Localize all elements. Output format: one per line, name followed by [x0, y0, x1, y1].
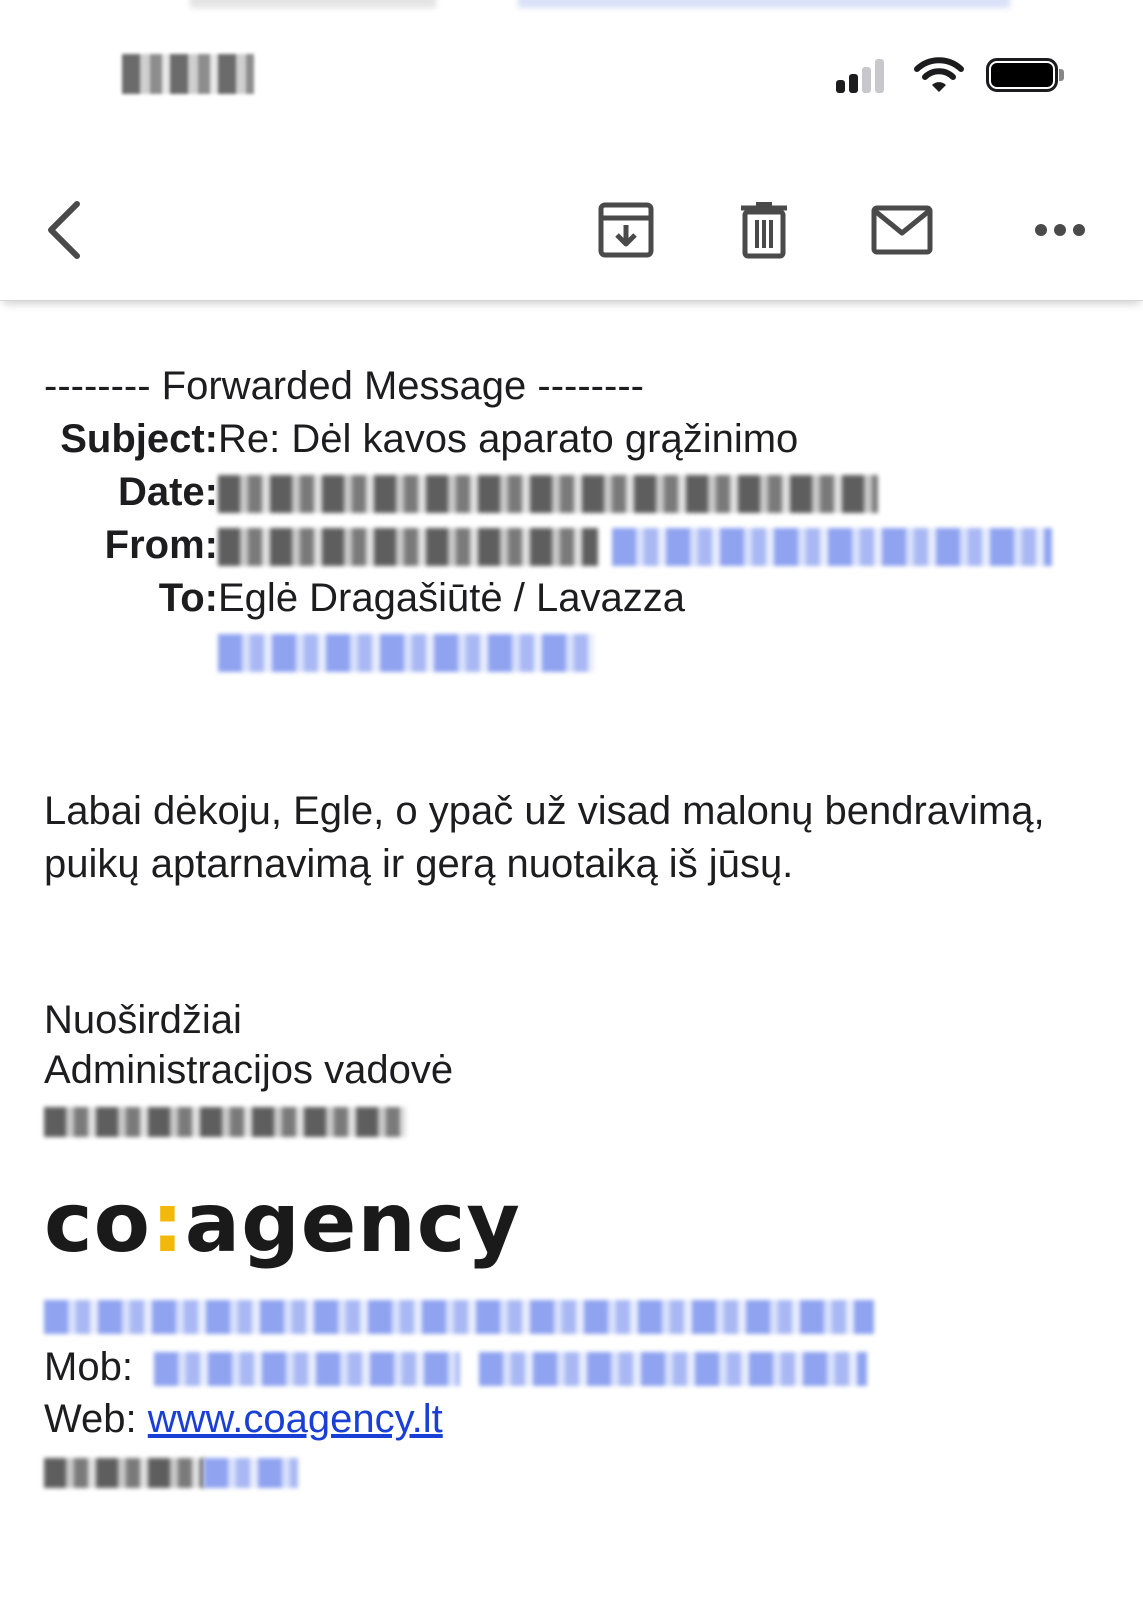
email-value-redacted[interactable] — [479, 1352, 867, 1386]
to-value: Eglė Dragašiūtė / Lavazza — [218, 576, 685, 620]
mobile-value-redacted[interactable] — [154, 1352, 460, 1386]
archive-icon — [597, 201, 655, 259]
archive-button[interactable] — [586, 190, 666, 270]
mark-unread-button[interactable] — [862, 190, 942, 270]
delete-button[interactable] — [724, 190, 804, 270]
status-bar — [0, 0, 1143, 150]
subject-row — [44, 413, 1104, 466]
from-label: From: — [104, 523, 218, 567]
signal-icon — [836, 57, 892, 93]
back-icon — [39, 198, 89, 262]
date-value-redacted — [218, 466, 878, 519]
forwarded-header: -------- Forwarded Message -------- — [44, 364, 644, 408]
extra-line-redacted — [44, 1445, 1104, 1497]
to-row — [44, 572, 1104, 625]
message-content — [44, 360, 1104, 1497]
back-button[interactable] — [24, 190, 104, 270]
address-redacted[interactable] — [44, 1289, 1104, 1341]
mobile-row — [44, 1341, 1104, 1393]
trash-icon — [737, 200, 791, 260]
from-row — [44, 519, 1104, 572]
wifi-icon — [913, 55, 965, 100]
to-email-redacted[interactable] — [218, 625, 594, 678]
battery-icon — [986, 58, 1062, 94]
email-toolbar — [0, 150, 1143, 301]
from-value-redacted — [218, 519, 1052, 572]
to-label: To: — [158, 576, 218, 620]
contact-block — [44, 1289, 1104, 1497]
web-link[interactable]: www.coagency.lt — [147, 1397, 443, 1441]
subject-label: Subject: — [60, 417, 218, 461]
to-email-row — [44, 625, 1104, 678]
subject-value: Re: Dėl kavos aparato grąžinimo — [218, 417, 799, 461]
web-label: Web: — [44, 1397, 137, 1441]
date-row — [44, 466, 1104, 519]
signature — [44, 995, 1104, 1497]
signature-closing: Nuoširdžiai — [44, 998, 242, 1042]
message-body: Labai dėkoju, Egle, o ypač už visad malonų bendravimą, puikų aptarnavimą ir gerą nuotaiką iš jūsų. — [44, 789, 1045, 886]
company-logo: co:agency — [44, 1176, 521, 1271]
mobile-label: Mob: — [44, 1345, 133, 1389]
signature-name-redacted — [44, 1095, 1104, 1145]
more-icon — [1034, 223, 1086, 237]
signature-title: Administracijos vadovė — [44, 1048, 454, 1092]
mail-icon — [871, 205, 933, 255]
web-row — [44, 1393, 1104, 1445]
more-button[interactable] — [1020, 190, 1100, 270]
time-redacted — [122, 54, 254, 94]
date-label: Date: — [117, 470, 218, 514]
